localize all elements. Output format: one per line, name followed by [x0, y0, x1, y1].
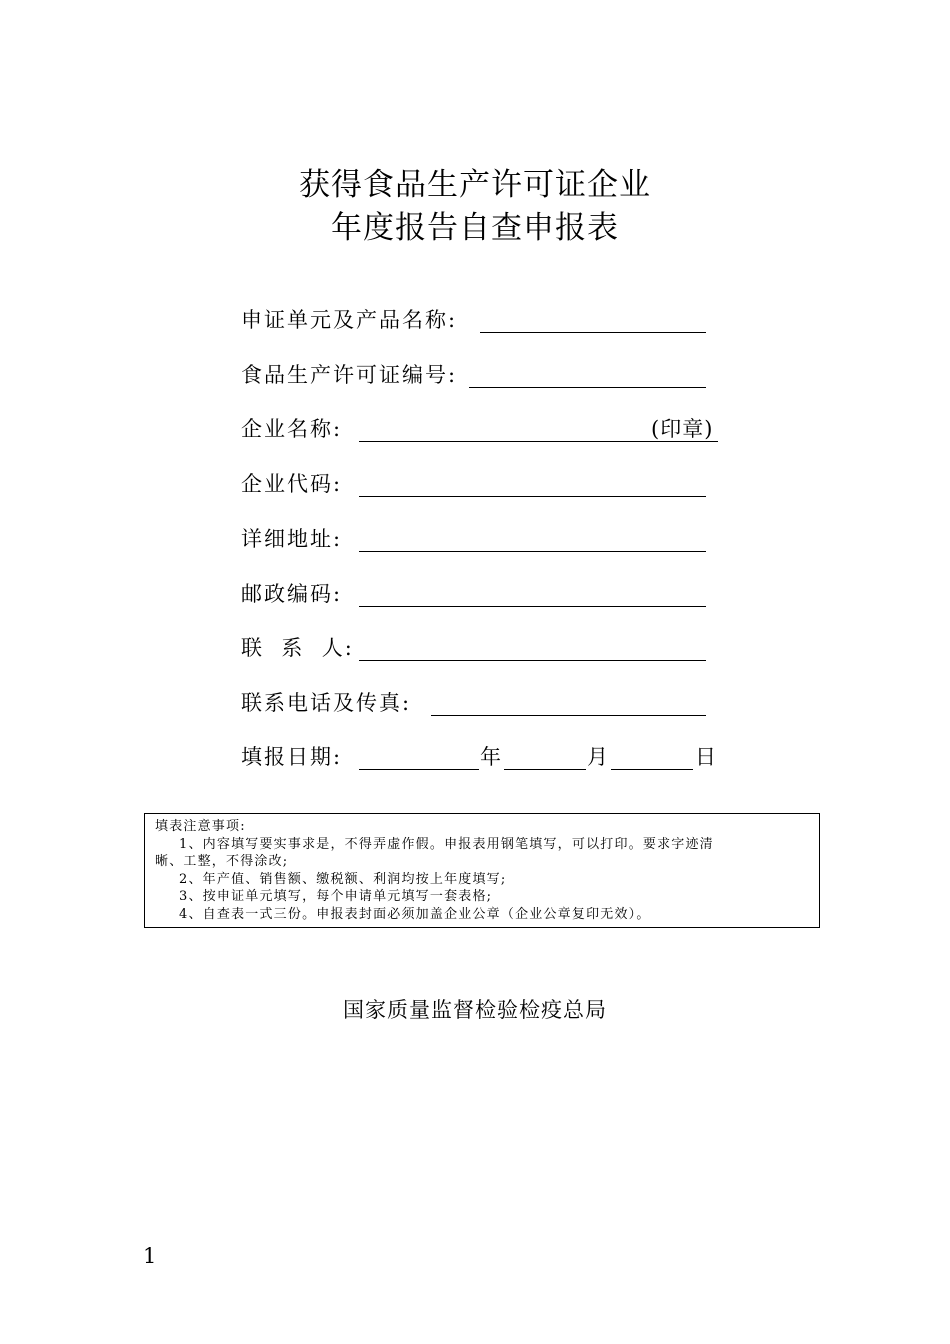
- field-label: 邮政编码:: [241, 582, 343, 606]
- field-company-code: [241, 469, 711, 499]
- instruction-item: 晰、工整，不得涂改;: [155, 854, 289, 869]
- instructions-box: [144, 813, 820, 928]
- document-title-line2: 年度报告自查申报表: [331, 210, 619, 246]
- field-label: 企业名称:: [241, 417, 343, 441]
- fill-line[interactable]: [359, 496, 706, 497]
- field-unit-product: [241, 305, 711, 335]
- field-label: 申证单元及产品名称:: [241, 308, 458, 332]
- field-phone-fax: [241, 688, 711, 718]
- issuing-organization: 国家质量监督检验检疫总局: [343, 998, 607, 1022]
- day-label: 日: [695, 745, 718, 769]
- fill-line[interactable]: [469, 387, 706, 388]
- fill-line[interactable]: [359, 660, 706, 661]
- field-postcode: [241, 579, 711, 609]
- instruction-item: 3、按申证单元填写，每个申请单元填写一套表格;: [179, 889, 493, 904]
- fill-line[interactable]: [359, 551, 706, 552]
- field-label: 详细地址:: [241, 527, 343, 551]
- field-contact-person: [241, 633, 711, 663]
- month-label: 月: [587, 745, 610, 769]
- field-label: 联系电话及传真:: [241, 691, 412, 715]
- field-report-date: [241, 742, 721, 772]
- field-license-number: [241, 360, 711, 390]
- document-title-line1: 获得食品生产许可证企业: [299, 167, 651, 203]
- fill-line[interactable]: [359, 606, 706, 607]
- fill-line[interactable]: [431, 715, 706, 716]
- field-address: [241, 524, 711, 554]
- year-fill-line[interactable]: [359, 769, 479, 770]
- page-number: 1: [143, 1244, 157, 1268]
- seal-label: (印章): [651, 417, 714, 441]
- instruction-item: 4、自查表一式三份。申报表封面必须加盖企业公章（企业公章复印无效）。: [179, 906, 651, 922]
- field-label: 填报日期:: [241, 745, 343, 769]
- instructions-heading: 填表注意事项:: [155, 819, 246, 834]
- field-label: 联 系 人:: [241, 636, 354, 660]
- month-fill-line[interactable]: [504, 769, 586, 770]
- day-fill-line[interactable]: [611, 769, 693, 770]
- instruction-item: 2、年产值、销售额、缴税额、利润均按上年度填写;: [179, 871, 507, 887]
- fill-line[interactable]: [480, 332, 706, 333]
- field-company-name: [241, 414, 721, 444]
- year-label: 年: [480, 745, 503, 769]
- field-label: 食品生产许可证编号:: [241, 363, 458, 387]
- field-label: 企业代码:: [241, 472, 343, 496]
- instruction-item: 1、内容填写要实事求是，不得弄虚作假。申报表用钢笔填写，可以打印。要求字迹清: [179, 836, 714, 852]
